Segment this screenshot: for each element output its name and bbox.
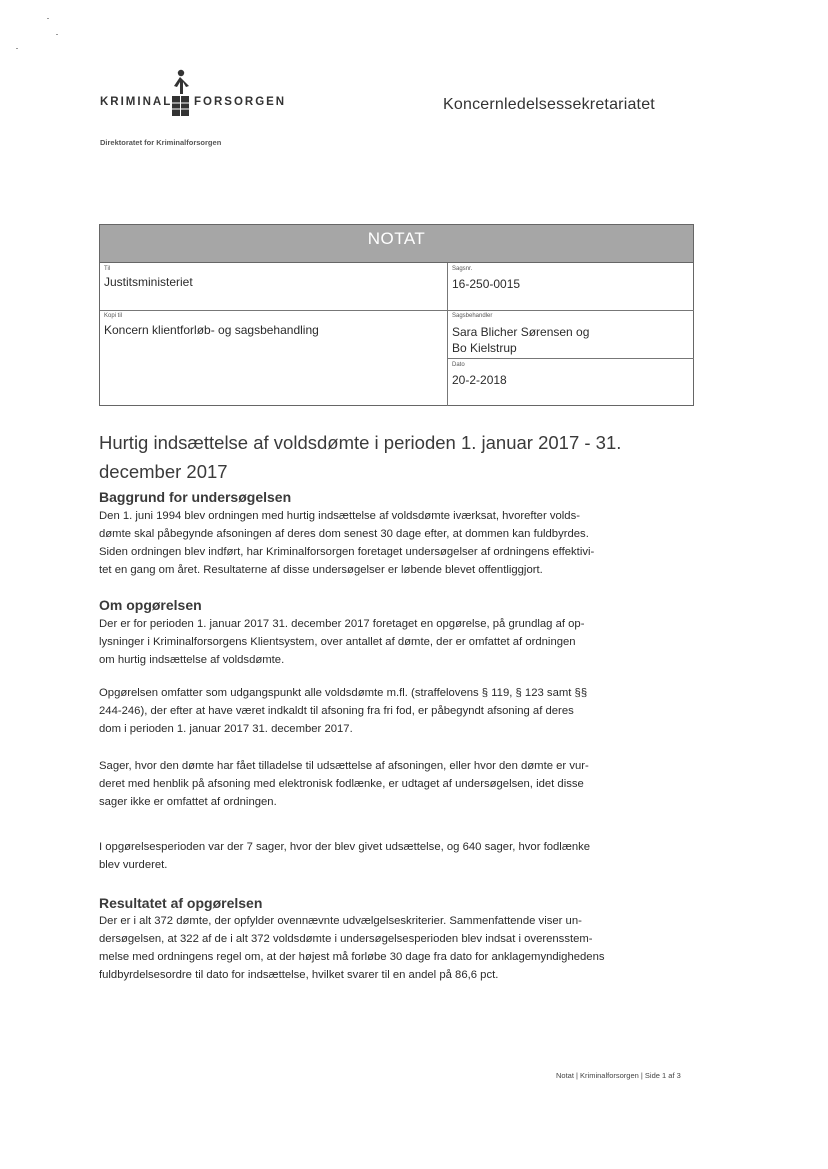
section-heading-background: Baggrund for undersøgelsen (99, 489, 292, 505)
table-divider-horizontal (100, 310, 694, 311)
paragraph-survey-4: I opgørelsesperioden var der 7 sager, hvor der blev givet udsættelse, og 640 sager, hvor fodlænke blev vurderet. (99, 841, 591, 871)
case-handler-line1: Sara Blicher Sørensen og (452, 325, 590, 339)
memo-info-table (99, 224, 694, 406)
table-divider-vertical (447, 263, 448, 406)
to-value: Justitsministeriet (104, 275, 193, 289)
department-name: Koncernledelsessekretariatet (443, 96, 655, 113)
kriminalforsorgen-logo-icon (168, 68, 192, 118)
directorate-name: Direktoratet for Kriminalforsorgen (100, 138, 222, 147)
table-divider-horizontal (447, 358, 694, 359)
case-number-value: 16-250-0015 (452, 277, 521, 291)
paragraph-result: Der er i alt 372 dømte, der opfylder ovennævnte udvælgelseskriterier. Sammenfattende viser un- dersøgelsen, at 322 af de i alt 372 voldsdømte i undersøgelsesperioden blev indsat i overensstem- melse med ordningens regel om, at der højest må forløbe 30 dage fra dato for anklagemyndighedens fuldbyrdelsesordre til dato for indsættelse, hvilket svarer til en andel på 86,6 pct. (99, 915, 605, 981)
document-title: Hurtig indsættelse af voldsdømte i perioden 1. januar 2017 - 31. december 2017 (99, 432, 622, 482)
paragraph-survey-2: Opgørelsen omfatter som udgangspunkt alle voldsdømte m.fl. (straffelovens § 119, § 123 samt §§ 244-246), der efter at have været indkaldt til afsoning fra fri fod, er påbegyndt afsoning af deres dom i perioden 1. januar 2017 31. december 2017. (99, 687, 588, 735)
date-label: Dato (452, 362, 465, 368)
paragraph-survey-3: Sager, hvor den dømte har fået tilladelse til udsættelse af afsoningen, eller hvor den dømte er vur- deret med henblik på afsoning med elektronisk fodlænke, er udtaget af undersøgelsen, idet disse sager ikke er omfattet af ordningen. (99, 760, 589, 808)
page-footer: Notat | Kriminalforsorgen | Side 1 af 3 (556, 1071, 681, 1080)
scan-speck (56, 34, 58, 35)
memo-header-bar (100, 225, 693, 263)
case-number-label: Sagsnr. (452, 266, 473, 272)
scan-speck (47, 18, 49, 19)
paragraph-background: Den 1. juni 1994 blev ordningen med hurtig indsættelse af voldsdømte iværksat, hvorefter volds- dømte skal påbegynde afsoningen af deres dom senest 30 dage efter, at dommen kan fuldbyrdes. Siden ordningen blev indført, har Kriminalforsorgen foretaget undersøgelser af ordningens effektivi- tet en gang om året. Resultaterne af disse undersøgelser er løbende blevet offentliggjort. (99, 510, 595, 576)
copy-to-label: Kopi til (104, 313, 123, 319)
case-handler-label: Sagsbehandler (452, 313, 493, 319)
paragraph-survey-1: Der er for perioden 1. januar 2017 31. december 2017 foretaget en opgørelse, på grundlag af op- lysninger i Kriminalforsorgens Klientsystem, over antallet af dømte, der er omfattet af ordningen om hurtig indsættelse af voldsdømte. (99, 618, 585, 666)
date-value: 20-2-2018 (452, 373, 507, 387)
copy-to-value: Koncern klientforløb- og sagsbehandling (104, 323, 319, 337)
case-handler-line2: Bo Kielstrup (452, 341, 517, 355)
memo-title: NOTAT (367, 229, 426, 248)
to-label: Til (104, 266, 111, 272)
section-heading-survey: Om opgørelsen (99, 597, 202, 613)
section-heading-result: Resultatet af opgørelsen (99, 895, 263, 911)
scan-speck (16, 48, 18, 49)
logo-text-right: FORSORGEN (194, 96, 287, 108)
logo-text-left: KRIMINAL (100, 96, 173, 108)
